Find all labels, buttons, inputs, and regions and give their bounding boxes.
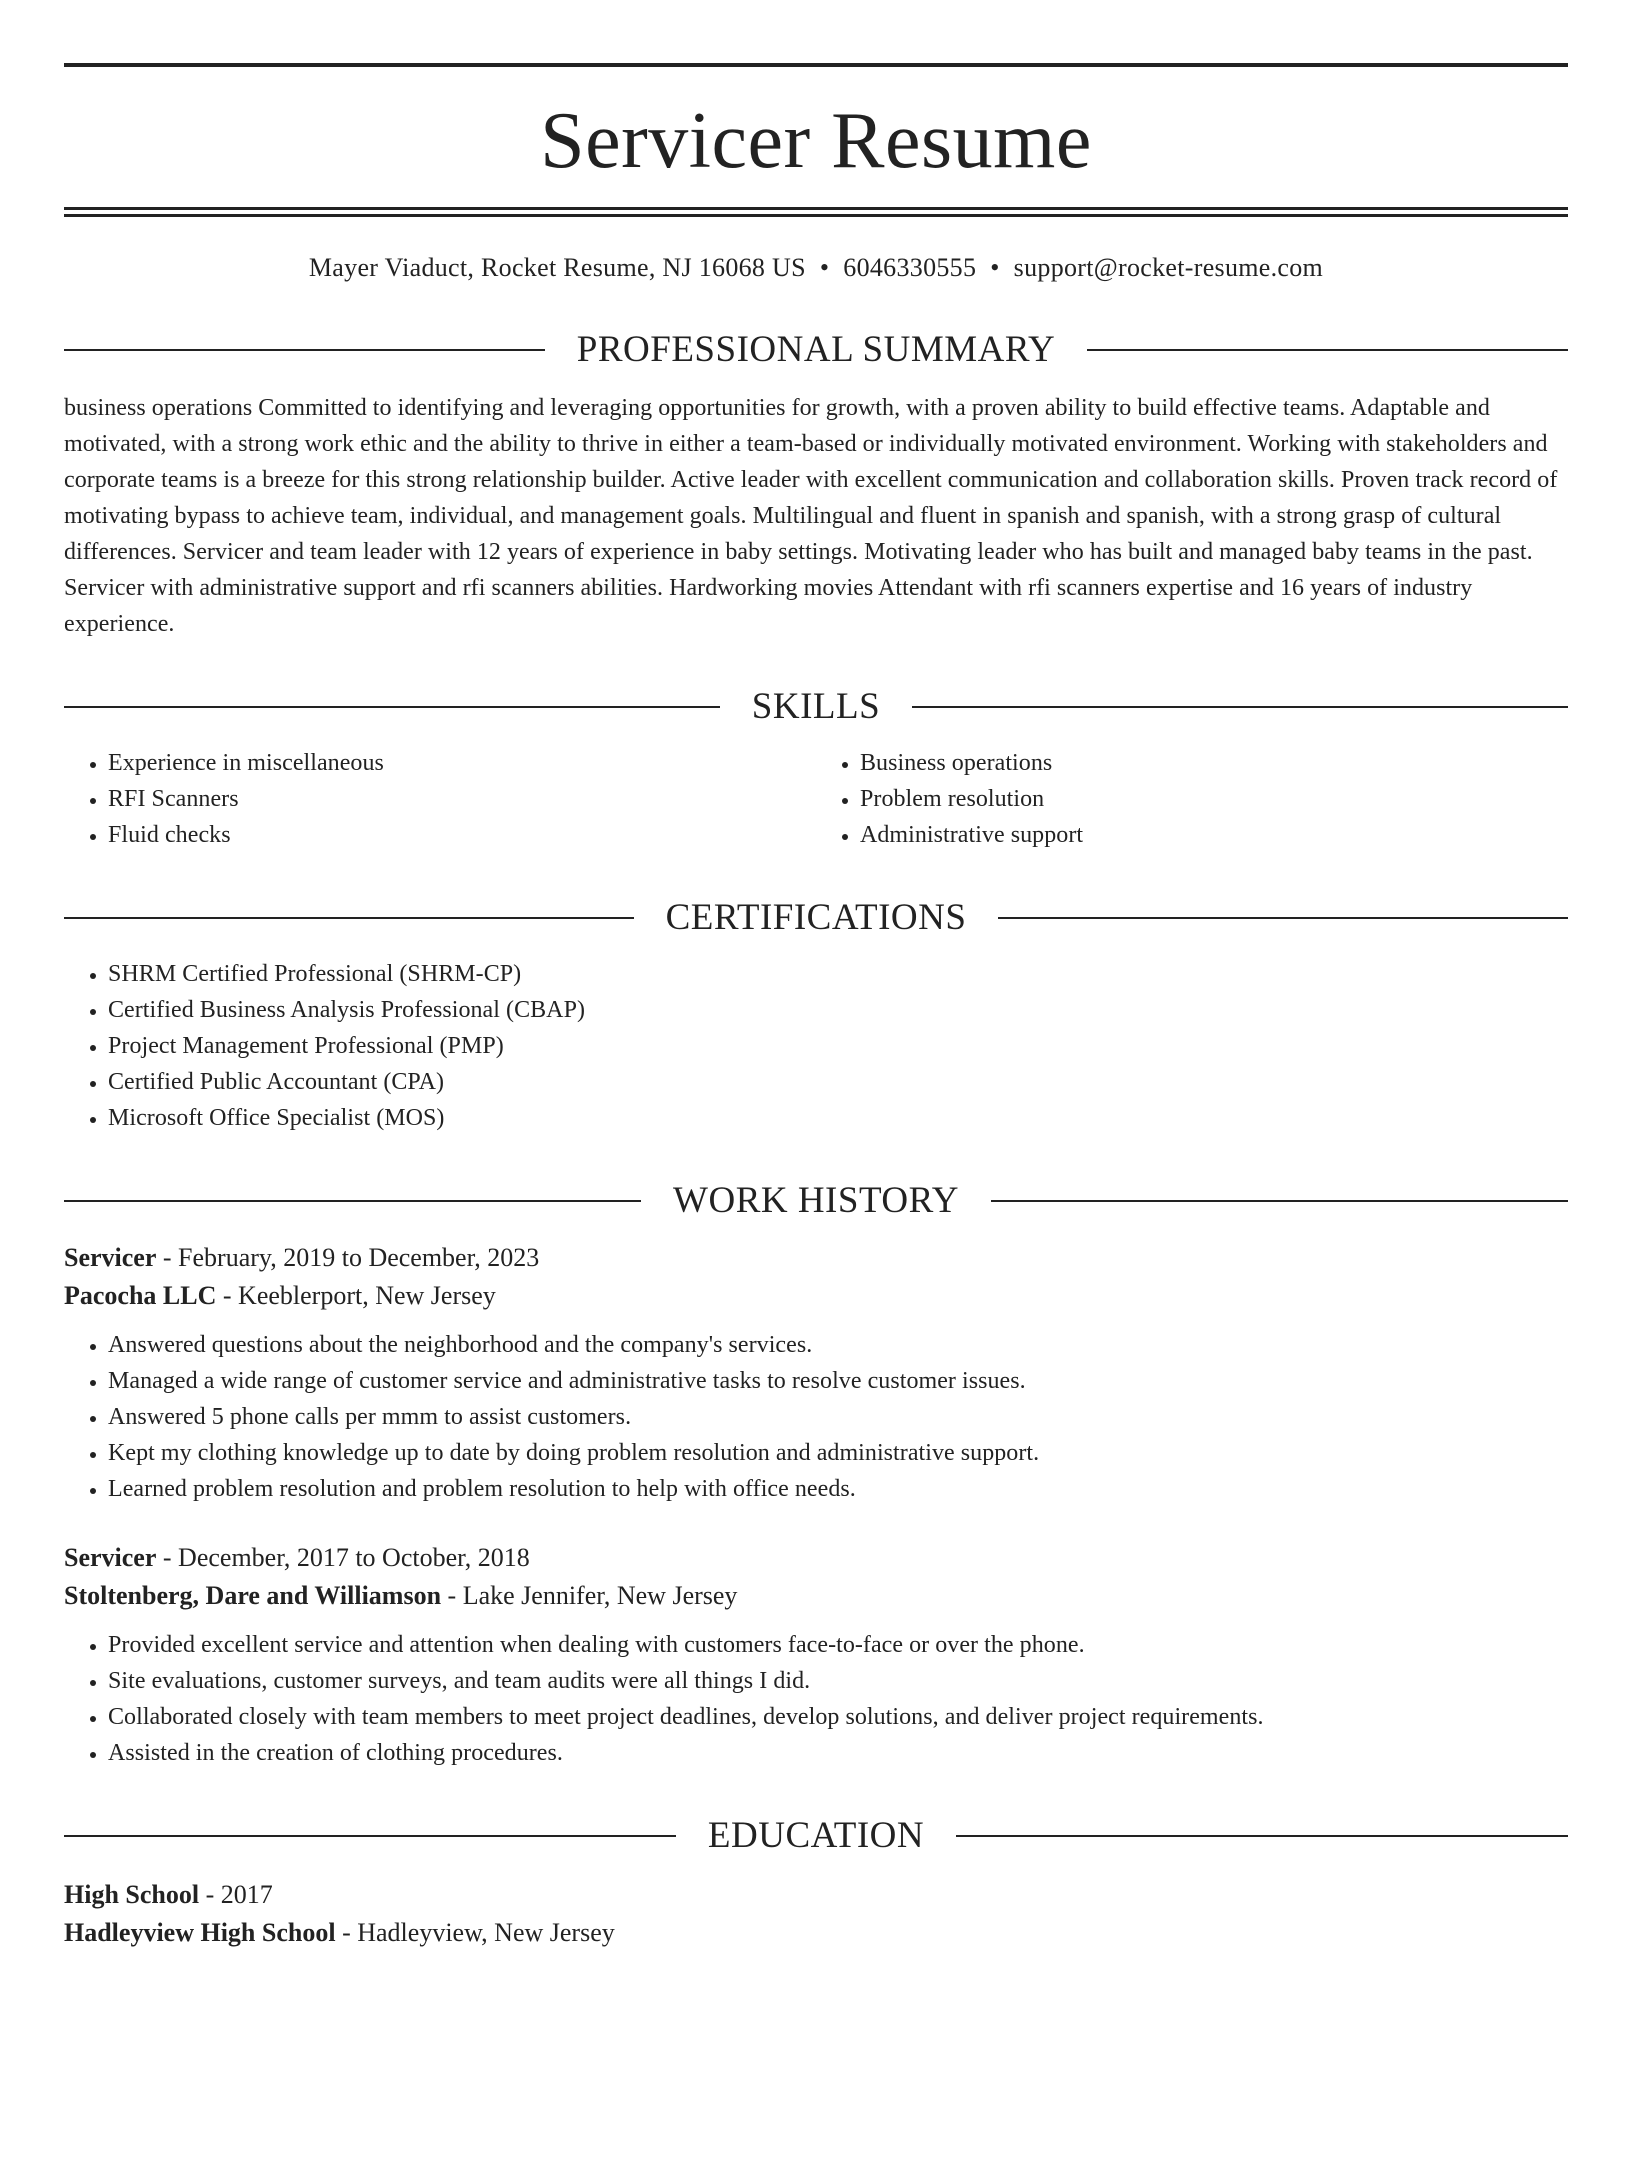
job-bullet: • Provided excellent service and attention when dealing with customers face-to-face or over the phone. <box>108 1627 1568 1663</box>
contact-separator: • <box>819 253 830 282</box>
job-entry <box>64 1539 1568 1771</box>
section-rule <box>64 917 634 919</box>
job-company-line <box>64 1577 1568 1615</box>
job-entry <box>64 1239 1568 1507</box>
certification-item: • SHRM Certified Professional (SHRM-CP) <box>108 956 1568 992</box>
certification-item: • Certified Business Analysis Professional (CBAP) <box>108 992 1568 1028</box>
section-rule <box>64 706 720 708</box>
job-bullets <box>64 1627 1568 1771</box>
job-bullet: • Answered questions about the neighborhood and the company's services. <box>108 1327 1568 1363</box>
job-company: Pacocha LLC <box>64 1281 217 1310</box>
skill-item: • Problem resolution <box>860 781 1568 817</box>
job-company-line <box>64 1277 1568 1315</box>
education-location: - Hadleyview, New Jersey <box>335 1918 615 1947</box>
job-location: - Lake Jennifer, New Jersey <box>441 1581 738 1610</box>
title-double-rule <box>64 207 1568 217</box>
section-header-certifications <box>64 899 1568 936</box>
education-school: Hadleyview High School <box>64 1918 336 1947</box>
section-header-education <box>64 1817 1568 1854</box>
section-rule <box>1087 349 1568 351</box>
section-header-summary <box>64 331 1568 368</box>
resume-page <box>0 63 1632 2175</box>
job-bullet: • Answered 5 phone calls per mmm to assist customers. <box>108 1399 1568 1435</box>
education-entry <box>64 1876 1568 1952</box>
section-title: WORK HISTORY <box>673 1180 959 1221</box>
skill-item: • Business operations <box>860 745 1568 781</box>
contact-address: Mayer Viaduct, Rocket Resume, NJ 16068 US <box>308 253 806 282</box>
section-rule <box>912 706 1568 708</box>
contact-phone: 6046330555 <box>843 253 977 282</box>
section-rule <box>64 349 545 351</box>
certification-item: • Project Management Professional (PMP) <box>108 1028 1568 1064</box>
education-degree-line <box>64 1876 1568 1914</box>
section-rule <box>991 1200 1568 1202</box>
job-bullet: • Collaborated closely with team members to meet project deadlines, develop solutions, and deliver project requirements. <box>108 1699 1568 1735</box>
job-bullet: • Learned problem resolution and problem resolution to help with office needs. <box>108 1471 1568 1507</box>
skills-column-left <box>64 745 816 853</box>
job-bullet: • Managed a wide range of customer service and administrative tasks to resolve customer issues. <box>108 1363 1568 1399</box>
section-header-skills <box>64 688 1568 725</box>
job-bullet: • Kept my clothing knowledge up to date by doing problem resolution and administrative support. <box>108 1435 1568 1471</box>
certification-item: • Certified Public Accountant (CPA) <box>108 1064 1568 1100</box>
job-company: Stoltenberg, Dare and Williamson <box>64 1581 442 1610</box>
section-rule <box>64 1200 641 1202</box>
job-location: - Keeblerport, New Jersey <box>216 1281 496 1310</box>
section-rule <box>956 1835 1568 1837</box>
job-title-line <box>64 1239 1568 1277</box>
job-dates: - February, 2019 to December, 2023 <box>156 1243 540 1272</box>
contact-email: support@rocket-resume.com <box>1013 253 1324 282</box>
section-title: PROFESSIONAL SUMMARY <box>576 329 1056 370</box>
certification-item: • Microsoft Office Specialist (MOS) <box>108 1100 1568 1136</box>
summary-text: business operations Committed to identifying and leveraging opportunities for growth, with a proven ability to build effective teams. Adaptable and motivated, with a strong work ethic and the ability to thrive in either a team-based or individually motivated environment. Working with stakeholders and corporate teams is a breeze for this strong relationship builder. Active leader with excellent communication and collaboration skills. Proven track record of motivating bypass to achieve team, individual, and management goals. Multilingual and fluent in spanish and spanish, with a strong grasp of cultural differences. Servicer and team leader with 12 years of experience in baby settings. Motivating leader who has built and managed baby teams in the past. Servicer with administrative support and rfi scanners abilities. Hardworking movies Attendant with rfi scanners expertise and 16 years of industry experience. <box>64 395 1558 637</box>
job-bullets <box>64 1327 1568 1507</box>
contact-line <box>64 253 1568 283</box>
section-title: CERTIFICATIONS <box>665 897 967 938</box>
job-title: Servicer <box>64 1543 157 1572</box>
job-bullet: • Site evaluations, customer surveys, and team audits were all things I did. <box>108 1663 1568 1699</box>
skill-item: • RFI Scanners <box>108 781 816 817</box>
education-year: - 2017 <box>199 1880 273 1909</box>
resume-title: Servicer Resume <box>540 97 1092 185</box>
job-title: Servicer <box>64 1243 157 1272</box>
certifications-list <box>64 956 1568 1136</box>
skills-column-right <box>816 745 1568 853</box>
skill-item: • Fluid checks <box>108 817 816 853</box>
contact-separator: • <box>990 253 1000 282</box>
education-degree: High School <box>64 1880 200 1909</box>
skill-item: • Experience in miscellaneous <box>108 745 816 781</box>
education-school-line <box>64 1914 1568 1952</box>
skills-list <box>64 745 1568 853</box>
job-dates: - December, 2017 to October, 2018 <box>156 1543 530 1572</box>
section-header-work-history <box>64 1182 1568 1219</box>
skill-item: • Administrative support <box>860 817 1568 853</box>
job-bullet: • Assisted in the creation of clothing procedures. <box>108 1735 1568 1771</box>
section-title: EDUCATION <box>707 1815 925 1856</box>
section-title: SKILLS <box>751 686 881 727</box>
section-rule <box>64 1835 676 1837</box>
section-rule <box>998 917 1568 919</box>
job-title-line <box>64 1539 1568 1577</box>
